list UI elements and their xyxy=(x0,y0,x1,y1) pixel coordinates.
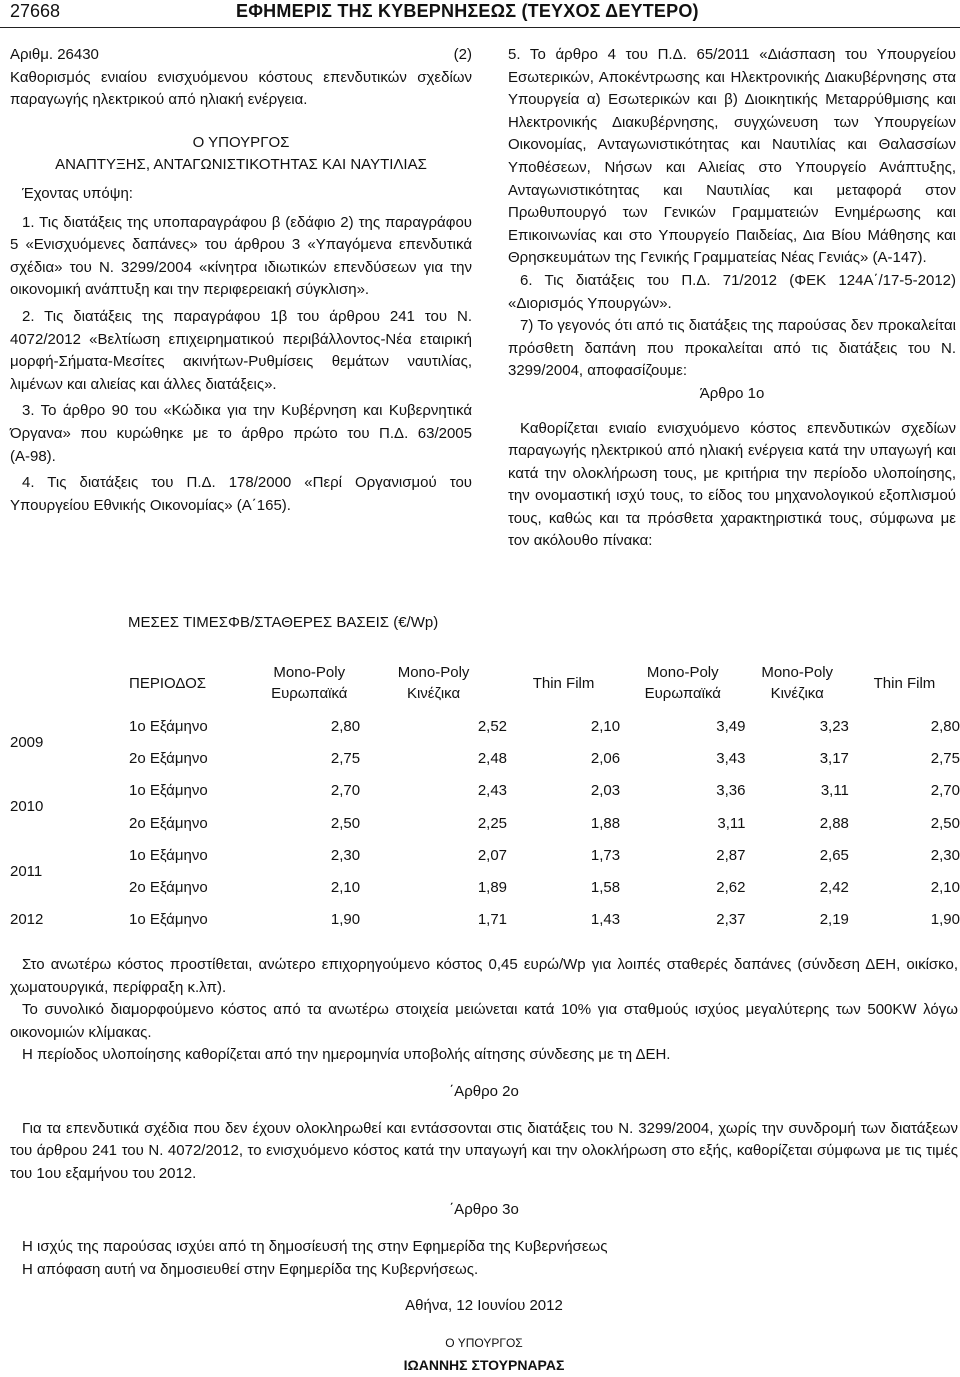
value-cell: 3,11 xyxy=(820,782,849,800)
article-3-line-1: Η ισχύς της παρούσας ισχύει από τη δημοσίευσή της στην Εφημερίδα της Κυβερνήσεως xyxy=(22,1237,608,1255)
value-cell: 2,70 xyxy=(330,782,361,800)
period-cell: 2ο Εξάμηνο xyxy=(129,814,208,832)
header-col-5-line2: Κινέζικα xyxy=(770,685,824,702)
spacer xyxy=(10,112,472,132)
note-additional-cost: Στο ανωτέρω κόστος προστίθεται, ανώτερο επιχορηγούμενο κόστος 0,45 ευρώ/Wp για λοιπές σταθερές δαπάνες (σύνδεση ΔΕΗ, οικίσκο, χωματουργικά, περίφραξη κ.λπ). xyxy=(10,956,958,996)
spacer xyxy=(10,1281,958,1295)
recital-item: 5. Το άρθρο 4 του Π.Δ. 65/2011 «Διάσπαση του Υπουργείου Εσωτερικών, Αποκέντρωσης και Ηλεκτρονικής Διακυβέρνησης στα Υπουργεία α) Εσωτερικών και β) Διοικητικής Μεταρρύθμισης και Ηλεκτρονικής Διακυβέρνησης, συγχώνευση των Υπουργείων Οικονομίας, Ανταγωνιστικότητας και Ναυτιλίας και Θαλασσίων Υποθέσεων, Νήσων και Αλιείας στο Υπουργείο Ανάπτυξης, Ανταγωνιστικότητας και Ναυτιλίας και μεταφορά στον Πρωθυπουργό των Γενικών Γραμματειών Ενημέρωσης και Επικοινωνίας και στο Υπουργείο Παιδείας, Δια Βίου Μάθησης και Θρησκευμάτων της Γενικής Γραμματείας Νέας Γενιάς» (Α-147). xyxy=(508,46,956,267)
header-col-1-line1: Mono-Poly xyxy=(273,664,346,681)
value-cell: 2,88 xyxy=(819,814,849,832)
period-cell: 2ο Εξάμηνο xyxy=(129,879,208,897)
value-cell: 2,48 xyxy=(477,749,508,767)
table-row xyxy=(0,710,960,742)
right-column xyxy=(508,44,956,553)
value-cell: 1,89 xyxy=(477,879,508,897)
header-col-3: Thin Film xyxy=(532,674,595,692)
header-divider xyxy=(0,27,960,28)
value-cell: 2,10 xyxy=(330,879,361,897)
spacer xyxy=(10,1222,958,1236)
decision-subject: Καθορισμός ενιαίου ενισχυόμενου κόστους επενδυτικών σχεδίων παραγωγής ηλεκτρικού από ηλιακή ενέργεια. xyxy=(10,68,472,109)
recital-item: 4. Τις διατάξεις του Π.Δ. 178/2000 «Περί Οργανισμού του Υπουργείου Εθνικής Οικονομίας» (Α΄165). xyxy=(10,474,472,514)
ministry-name: ΑΝΑΠΤΥΞΗΣ, ΑΝΤΑΓΩΝΙΣΤΙΚΟΤΗΤΑΣ ΚΑΙ ΝΑΥΤΙΛΙΑΣ xyxy=(55,156,427,174)
period-cell: 1ο Εξάμηνο xyxy=(129,911,208,929)
spacer xyxy=(10,1318,958,1332)
value-cell: 2,19 xyxy=(819,911,849,929)
value-cell: 3,43 xyxy=(716,749,746,767)
value-cell: 2,75 xyxy=(930,749,960,767)
bottom-section xyxy=(10,954,958,1377)
value-cell: 3,11 xyxy=(717,814,746,832)
value-cell: 2,37 xyxy=(716,911,746,929)
year-cell: 2011 xyxy=(10,862,43,880)
gazette-title: ΕΦΗΜΕΡΙΣ ΤΗΣ ΚΥΒΕΡΝΗΣΕΩΣ (ΤΕΥΧΟΣ ΔΕΥΤΕΡΟ) xyxy=(236,1,699,21)
value-cell: 1,58 xyxy=(590,879,621,897)
header-col-4-line2: Ευρωπαϊκά xyxy=(644,685,721,702)
decision-number: Αριθμ. 26430 xyxy=(10,46,99,63)
value-cell: 1,71 xyxy=(477,911,508,929)
table-row xyxy=(0,871,960,903)
value-cell: 2,65 xyxy=(819,846,849,864)
article-3-heading: ΄Αρθρο 3ο xyxy=(449,1201,519,1219)
value-cell: 3,23 xyxy=(819,717,849,735)
table-row xyxy=(0,775,960,807)
value-cell: 2,03 xyxy=(590,782,621,800)
article-3-line-2: Η απόφαση αυτή να δημοσιευθεί στην Εφημερίδα της Κυβερνήσεως. xyxy=(22,1260,479,1278)
minister-title: Ο ΥΠΟΥΡΓΟΣ xyxy=(192,133,290,151)
recital-item: 7) Το γεγονός ότι από τις διατάξεις της παρούσας δεν προκαλείται πρόσθετη δαπάνη που προκαλείται από τις διατάξεις του Ν. 3299/2004, αποφασίζουμε: xyxy=(508,317,956,380)
period-cell: 2ο Εξάμηνο xyxy=(129,749,208,767)
decision-number-line xyxy=(10,44,472,67)
header-col-2-line1: Mono-Poly xyxy=(397,664,470,681)
table-body xyxy=(0,710,960,936)
value-cell: 2,80 xyxy=(330,717,361,735)
value-cell: 2,50 xyxy=(930,814,960,832)
spacer xyxy=(10,1185,958,1199)
value-cell: 2,10 xyxy=(590,717,621,735)
recital-item: 2. Τις διατάξεις της παραγράφου 1β του άρθρου 241 του Ν. 4072/2012 «Βελτίωση επιχειρηματικού περιβάλλοντος-Νέα εταιρική μορφή-Σήματα-Μεσίτες ακινήτων-Ρυθμίσεις θεμάτων ναυτιλίας, λιμένων και αλιείας και άλλες διατάξεις». xyxy=(10,307,472,393)
header-year xyxy=(0,656,129,710)
period-cell: 1ο Εξάμηνο xyxy=(129,782,208,800)
period-cell: 1ο Εξάμηνο xyxy=(129,717,208,735)
having-regard: Έχοντας υπόψη: xyxy=(22,184,133,202)
value-cell: 3,36 xyxy=(716,782,746,800)
value-cell: 2,25 xyxy=(477,814,508,832)
value-cell: 1,43 xyxy=(590,911,621,929)
value-cell: 3,49 xyxy=(716,717,746,735)
header-col-2 xyxy=(360,656,507,710)
header-col-4 xyxy=(620,656,745,710)
value-cell: 2,10 xyxy=(930,879,960,897)
signatory-name: ΙΩΑΝΝΗΣ ΣΤΟΥΡΝΑΡΑΣ xyxy=(403,1357,565,1374)
article-1-heading: Άρθρο 1ο xyxy=(699,384,765,402)
decision-mark: (2) xyxy=(453,46,472,63)
article-2-text: Για τα επενδυτικά σχέδια που δεν έχουν ολοκληρωθεί και εντάσσονται στις διατάξεις του Ν. 3299/2004, χωρίς την συνδρομή των διατάξεων του άρθρου 241 του Ν. 4072/2012, το ενισχυόμενο κόστος κατά την υπαγωγή και την ολοκλήρωση στο εξής, καθορίζεται σύμφωνα με τις τιμές του 1ου εξαμήνου του 2012. xyxy=(10,1119,958,1182)
value-cell: 2,52 xyxy=(477,717,508,735)
table-title: ΜΕΣΕΣ ΤΙΜΕΣΦΒ/ΣΤΑΘΕΡΕΣ ΒΑΣΕΙΣ (€/Wp) xyxy=(128,614,439,631)
value-cell: 2,62 xyxy=(716,879,746,897)
table-row xyxy=(0,807,960,839)
value-cell: 1,73 xyxy=(590,846,621,864)
cost-table xyxy=(0,656,960,936)
value-cell: 2,06 xyxy=(590,749,621,767)
recital-item: 1. Τις διατάξεις της υποπαραγράφου β (εδάφιο 2) της παραγράφου 5 «Ενισχυόμενες δαπάνες» του άρθρου 3 «Υπαγόμενα επενδυτικά σχέδια» του Ν. 3299/2004 «κίνητρα ιδιωτικών επενδύσεων για την οικονομική ανάπτυξη και την περιφερειακή σύγκλιση». xyxy=(10,213,472,299)
value-cell: 1,88 xyxy=(590,814,621,832)
spacer xyxy=(508,406,956,418)
note-implementation-period: Η περίοδος υλοποίησης καθορίζεται από την ημερομηνία υποβολής αίτησης σύνδεσης με τη ΔΕΗ. xyxy=(22,1046,671,1064)
place-date: Αθήνα, 12 Ιουνίου 2012 xyxy=(405,1297,563,1315)
value-cell: 2,70 xyxy=(930,782,960,800)
note-cost-reduction: Το συνολικό διαμορφούμενο κόστος από τα ανωτέρω στοιχεία μειώνεται κατά 10% για σταθμούς ισχύος μεγαλύτερης των 500KW λόγω οικονομιών κλίμακας. xyxy=(10,1001,958,1041)
header-col-4-line1: Mono-Poly xyxy=(646,664,719,681)
header-col-2-line2: Κινέζικα xyxy=(406,685,461,702)
table-row xyxy=(0,839,960,871)
value-cell: 2,50 xyxy=(330,814,361,832)
article-2-heading: ΄Αρθρο 2ο xyxy=(449,1082,519,1100)
spacer xyxy=(10,1104,958,1118)
header-col-6: Thin Film xyxy=(873,674,936,692)
year-cell: 2010 xyxy=(10,798,44,816)
header-col-5 xyxy=(745,656,848,710)
header-period: ΠΕΡΙΟΔΟΣ xyxy=(129,674,207,692)
value-cell: 2,87 xyxy=(716,846,746,864)
spacer xyxy=(10,1067,958,1081)
value-cell: 1,90 xyxy=(930,911,960,929)
recital-item: 3. Το άρθρο 90 του «Κώδικα για την Κυβέρνηση και Κυβερνητικά Όργανα» που κυρώθηκε με το άρθρο πρώτο του Π.Δ. 63/2005 (Α-98). xyxy=(10,402,472,465)
table-row xyxy=(0,904,960,936)
value-cell: 2,43 xyxy=(477,782,508,800)
value-cell: 2,42 xyxy=(819,879,849,897)
table-row xyxy=(0,742,960,774)
header-col-1 xyxy=(258,656,360,710)
recital-item: 6. Τις διατάξεις του Π.Δ. 71/2012 (ΦΕΚ 124Α΄/17-5-2012) «Διορισμός Υπουργών». xyxy=(508,271,956,312)
article-1-text: Καθορίζεται ενιαίο ενισχυόμενο κόστος επενδυτικών σχεδίων παραγωγής ηλεκτρικού από ηλιακή ενέργεια κατά την υπαγωγή και κατά την ολοκλήρωση τους, με κριτήρια την περίοδο υλοποίησης, την ονομαστική ισχύ τους, το είδος του μηχανολογικού εξοπλισμού τους, καθώς και τα πρόσθετα χαρακτηριστικά τους, σύμφωνα με τον ακόλουθο πίνακα: xyxy=(508,419,956,550)
year-cell: 2009 xyxy=(10,733,44,751)
value-cell: 1,90 xyxy=(330,911,361,929)
left-column xyxy=(10,44,472,517)
value-cell: 2,80 xyxy=(930,717,960,735)
value-cell: 2,30 xyxy=(330,846,361,864)
page-number: 27668 xyxy=(10,1,61,21)
value-cell: 2,75 xyxy=(330,749,361,767)
page-header xyxy=(0,0,960,26)
signatory-title: Ο ΥΠΟΥΡΓΟΣ xyxy=(445,1335,523,1350)
header-col-5-line1: Mono-Poly xyxy=(761,664,834,681)
header-col-1-line2: Ευρωπαϊκά xyxy=(271,685,348,702)
period-cell: 1ο Εξάμηνο xyxy=(129,846,208,864)
table-header-row xyxy=(0,656,960,710)
value-cell: 3,17 xyxy=(819,749,849,767)
value-cell: 2,07 xyxy=(477,846,508,864)
year-cell: 2012 xyxy=(10,911,44,929)
value-cell: 2,30 xyxy=(930,846,960,864)
